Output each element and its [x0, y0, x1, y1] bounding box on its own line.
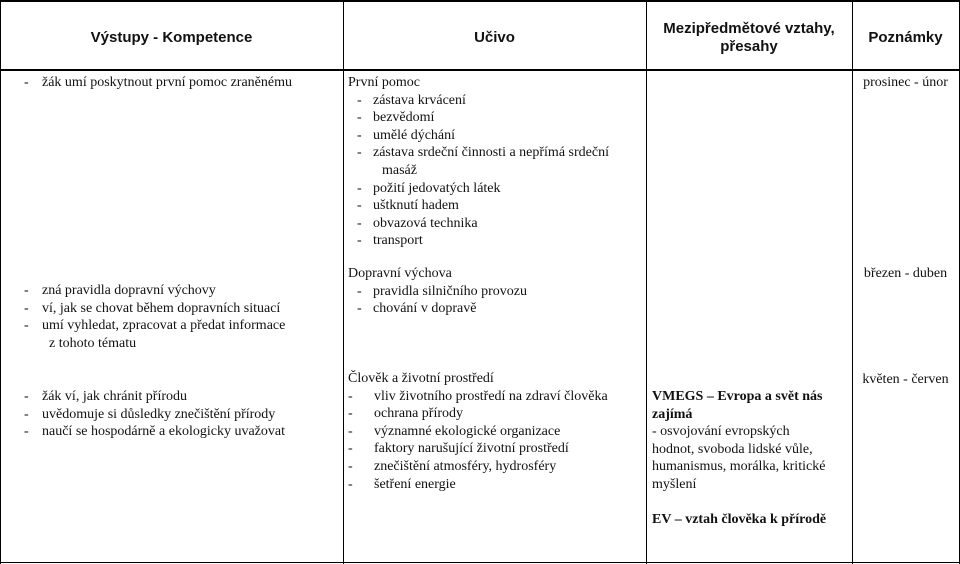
row3-cross-line: myšlení — [652, 476, 697, 492]
row3-content-item: - faktory narušující životní prostředí — [348, 441, 569, 457]
row1-content-item: - zástava srdeční činnosti a nepřímá srdeční — [357, 145, 609, 161]
row2-outcome-item-cont: z tohoto tématu — [49, 335, 137, 351]
header-cross-line2: přesahy — [720, 38, 778, 55]
row1-outcome-item: - žák umí poskytnout první pomoc zraněnému — [24, 75, 292, 90]
row2-content-item: - chování v dopravě — [357, 301, 477, 317]
row2-note: březen - duben — [863, 266, 948, 281]
row1-content-title: První pomoc — [348, 75, 420, 90]
row1-content-item: - umělé dýchání — [357, 127, 456, 143]
row3-content-item: - vliv životního prostředí na zdraví člověka — [348, 388, 608, 404]
row1-content-item: - požití jedovatých látek — [357, 180, 501, 196]
table-bottom-border — [0, 562, 960, 563]
row2-outcome-item: - umí vyhledat, zpracovat a předat informace — [24, 318, 286, 334]
row3-cross-line: hodnot, svoboda lidské vůle, — [652, 441, 813, 457]
row2-outcome-item: - zná pravidla dopravní výchovy — [24, 283, 216, 298]
row3-content-title: Člověk a životní prostředí — [348, 371, 494, 386]
row3-cross-curricular — [652, 388, 847, 494]
col-border-2 — [646, 0, 647, 564]
header-bottom-border — [0, 69, 960, 71]
row1-content-item: - obvazová technika — [357, 215, 478, 231]
row3-content-item: - znečištění atmosféry, hydrosféry — [348, 458, 557, 474]
row3-outcome-item: - uvědomuje si důsledky znečištění přírody — [24, 406, 276, 422]
row3-cross-ev: EV – vztah člověka k přírodě — [652, 512, 827, 527]
row1-content-item-cont: masáž — [382, 162, 417, 178]
col-border-left — [0, 0, 1, 564]
row1-content-item: - zástava krvácení — [357, 92, 466, 108]
header-outcomes: Výstupy - Kompetence — [90, 29, 253, 46]
row3-outcome-item: - naučí se hospodárně a ekologicky uvažovat — [24, 424, 285, 440]
header-notes: Poznámky — [868, 29, 943, 46]
row2-content — [348, 265, 527, 318]
row2-outcomes — [24, 282, 285, 352]
row3-note: květen - červen — [862, 372, 949, 387]
table-top-border — [0, 0, 960, 2]
row3-content-item: - významné ekologické organizace — [348, 423, 561, 439]
row1-note: prosinec - únor — [863, 75, 948, 90]
row3-outcomes — [24, 388, 285, 441]
header-content: Učivo — [474, 29, 515, 46]
row1-outcomes — [24, 74, 292, 92]
row2-content-title: Dopravní výchova — [348, 266, 452, 281]
row3-cross-title: VMEGS – Evropa a svět nás zajímá — [652, 389, 823, 422]
row1-content — [348, 74, 609, 250]
row1-content-item: - bezvědomí — [357, 110, 435, 126]
row2-outcome-item: - ví, jak se chovat během dopravních situací — [24, 300, 281, 316]
row3-outcome-item: - žák ví, jak chránit přírodu — [24, 389, 188, 404]
header-cross-curricular — [646, 20, 852, 56]
row2-content-item: - pravidla silničního provozu — [357, 283, 527, 299]
col-border-1 — [343, 0, 344, 564]
row3-content-item: - ochrana přírody — [348, 406, 464, 422]
row3-content-item: - šetření energie — [348, 476, 456, 492]
row1-content-item: - transport — [357, 233, 423, 249]
row3-cross-line: - osvojování evropských — [652, 424, 790, 440]
row3-content — [348, 370, 608, 493]
header-cross-line1: Mezipředmětové vztahy, — [663, 20, 835, 37]
row1-content-item: - uštknutí hadem — [357, 198, 459, 214]
row3-cross-line: humanismus, morálka, kritické — [652, 459, 826, 475]
